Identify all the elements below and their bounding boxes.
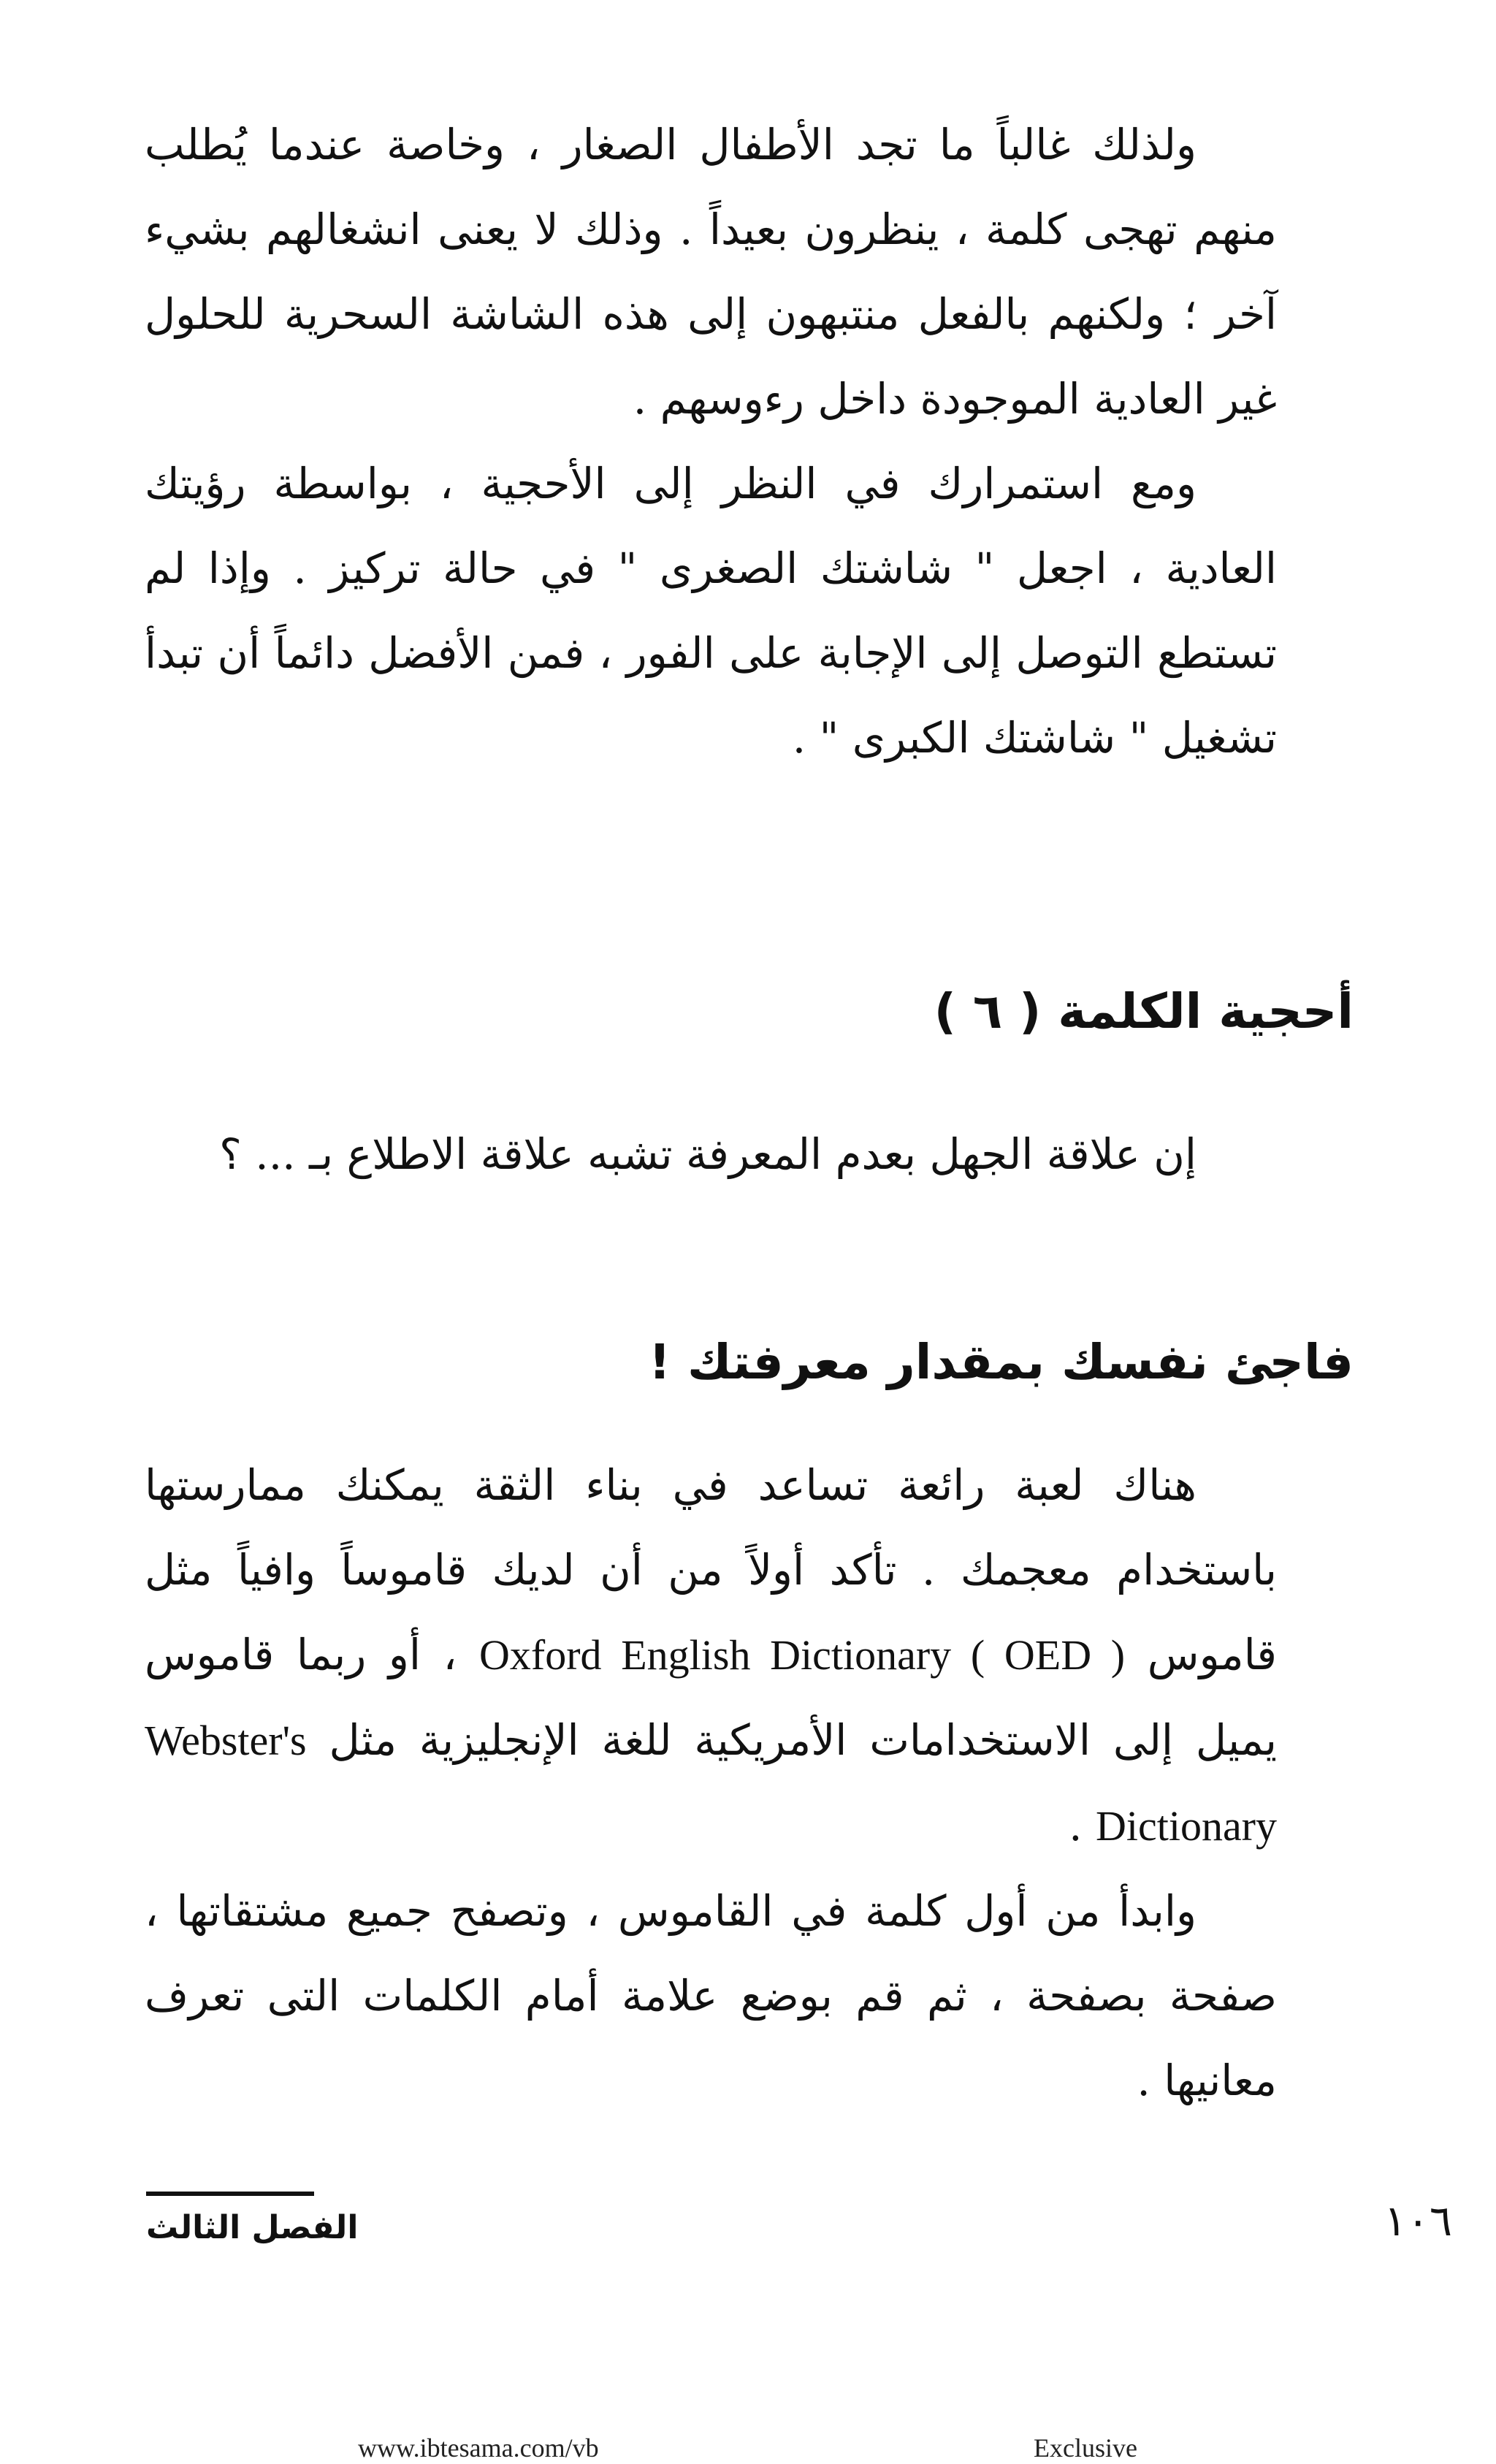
surprise-paragraph-1 — [145, 1443, 1277, 1869]
footer-rule — [146, 2192, 314, 2196]
websters-dictionary-name: Webster's Dictionary — [145, 1717, 1277, 1850]
puzzle-question: إن علاقة الجهل بعدم المعرفة تشبه علاقة الاطلاع بـ ... ؟ — [219, 1129, 1197, 1179]
intro-paragraph-1: ولذلك غالباً ما تجد الأطفال الصغار ، وخاصة عندما يُطلب منهم تهجى كلمة ، ينظرون بعيداً . وذلك لا يعنى انشغالهم بشيء آخر ؛ ولكنهم بالفعل منتبهون إلى هذه الشاشة السحرية للحلول غير العادية الموجودة داخل رءوسهم . — [145, 120, 1277, 424]
surprise-paragraph-1-text-b: ، أو ربما قاموس يميل إلى الاستخدامات الأمريكية للغة الإنجليزية مثل — [145, 1630, 1277, 1765]
intro-paragraph-2: ومع استمرارك في النظر إلى الأحجية ، بواسطة رؤيتك العادية ، اجعل " شاشتك الصغرى " في حالة تركيز . وإذا لم تستطع التوصل إلى الإجابة على الفور ، فمن الأفضل دائماً أن تبدأ تشغيل " شاشتك الكبرى " . — [145, 459, 1277, 763]
puzzle-heading: أحجية الكلمة ( ٦ ) — [934, 983, 1354, 1040]
surprise-heading: فاجئ نفسك بمقدار معرفتك ! — [648, 1334, 1354, 1390]
surprise-paragraph-1-end: . — [1069, 1801, 1096, 1850]
surprise-section — [145, 1443, 1277, 2123]
page-number: ١٠٦ — [1384, 2196, 1452, 2246]
surprise-paragraph-1-text-a: هناك لعبة رائعة تساعد في بناء الثقة يمكنك ممارستها باستخدام معجمك . تأكد أولاً من أن لديك قاموساً وافياً مثل قاموس — [145, 1460, 1277, 1679]
source-label: Exclusive — [1034, 2433, 1137, 2463]
source-url: www.ibtesama.com/vb — [358, 2433, 599, 2463]
intro-section — [145, 102, 1277, 780]
chapter-title: الفصل الثالث — [146, 2209, 359, 2246]
oed-dictionary-name: Oxford English Dictionary ( OED ) — [479, 1631, 1126, 1679]
surprise-paragraph-2: وابدأ من أول كلمة في القاموس ، وتصفح جميع مشتقاتها ، صفحة بصفحة ، ثم قم بوضع علامة أمام الكلمات التى تعرف معانيها . — [145, 1886, 1277, 2105]
